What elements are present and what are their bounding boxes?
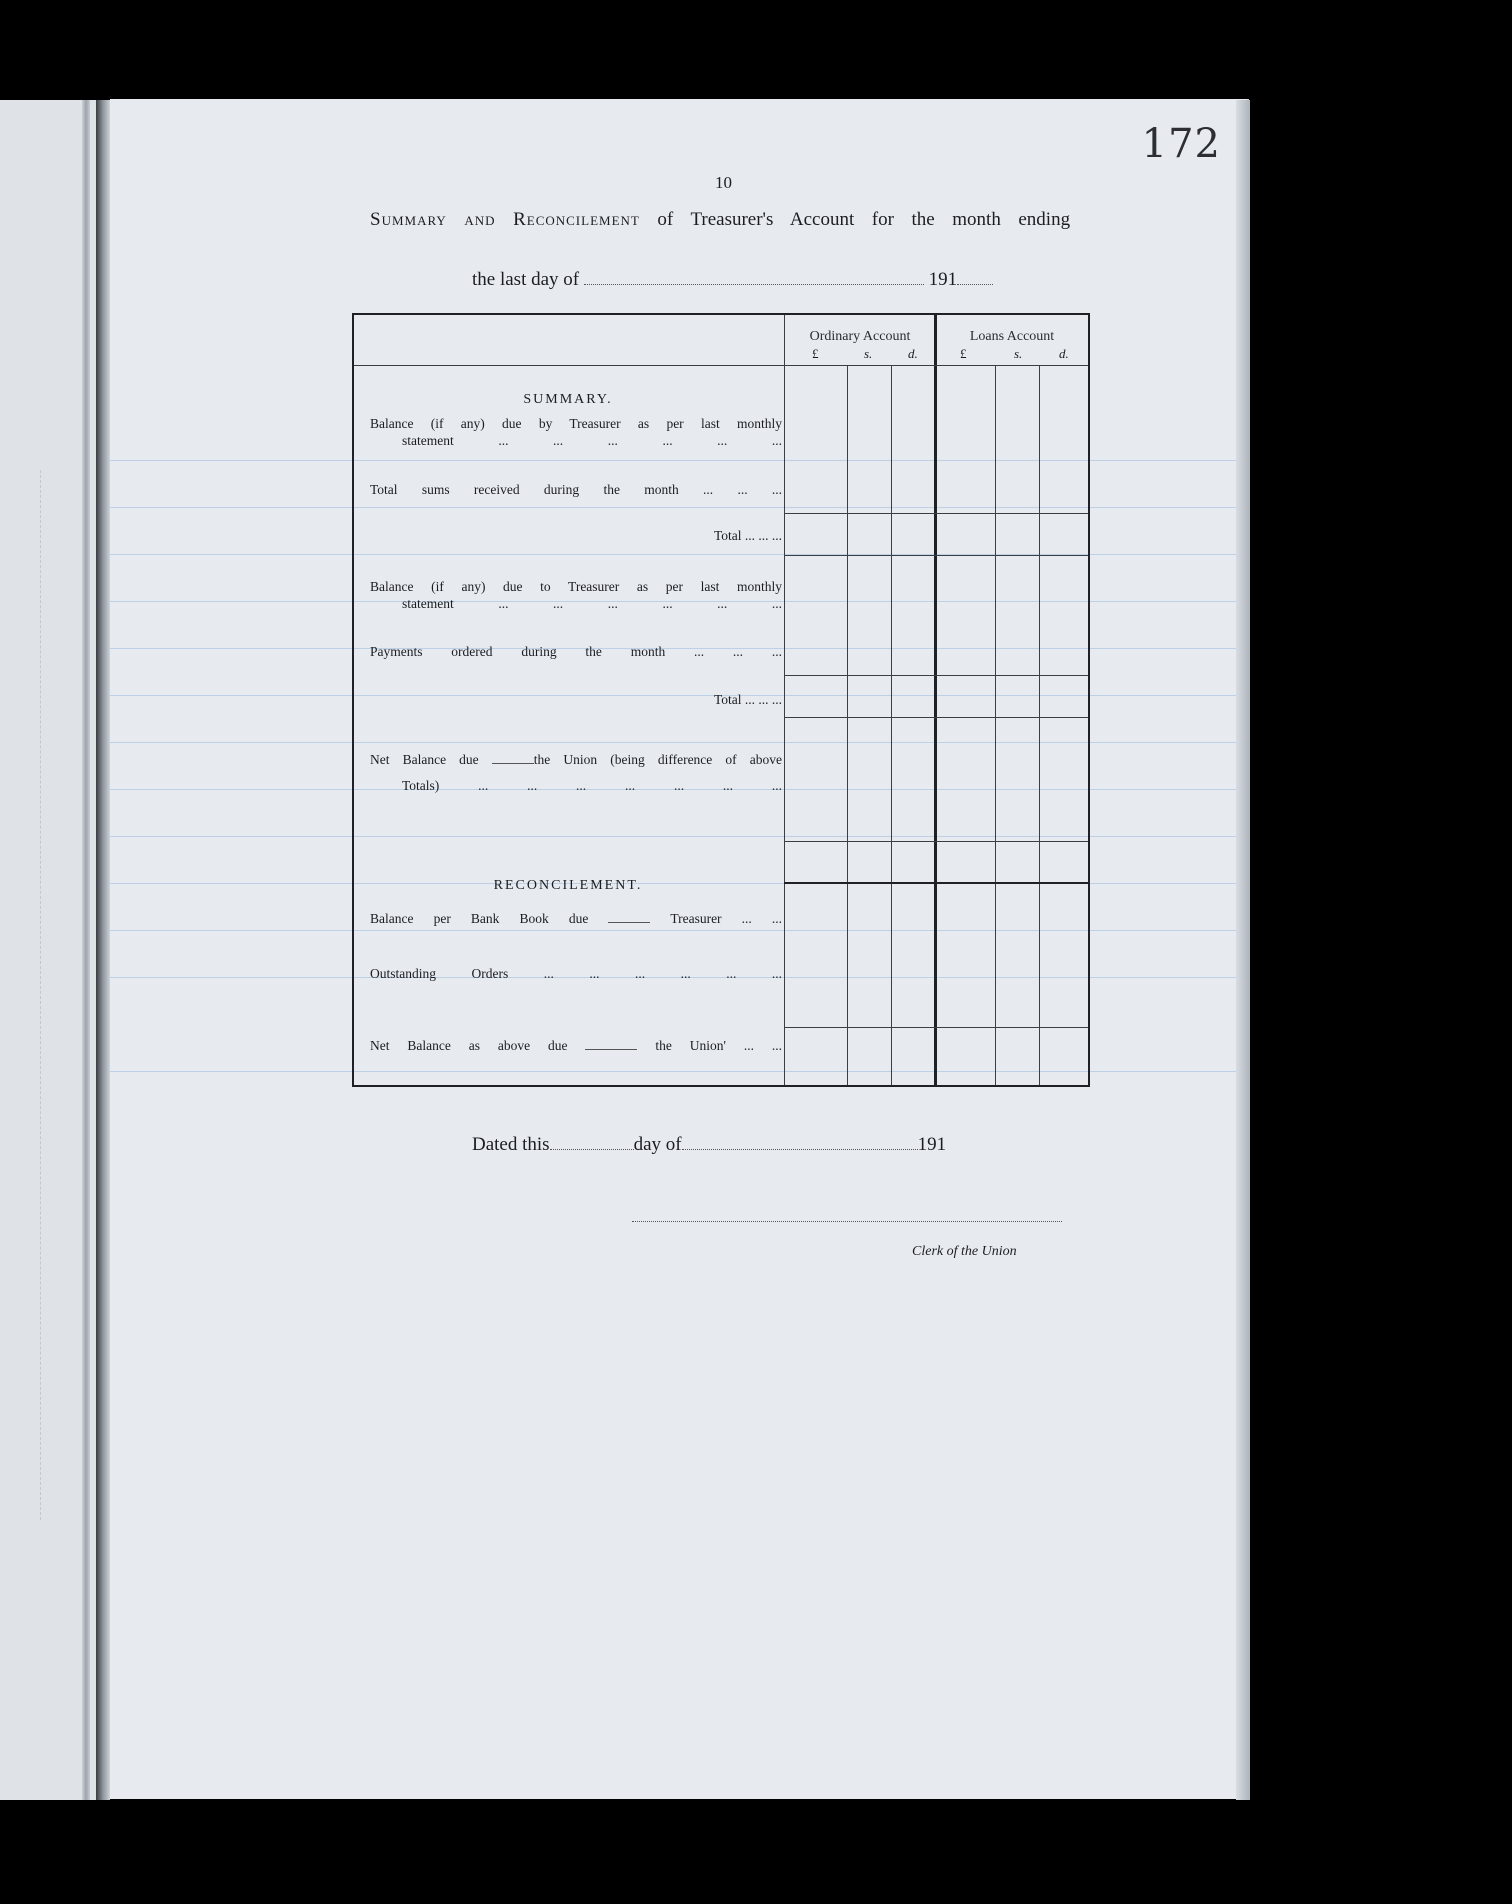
row-label: the Union (being difference of above: [533, 752, 782, 767]
page-crease: [82, 100, 90, 1800]
row-label: statement ... ... ... ... ... ...: [402, 433, 782, 448]
row-label: Totals) ... ... ... ... ... ... ...: [402, 778, 782, 793]
row-label: Total ... ... ...: [713, 528, 782, 543]
col-divider: [1039, 365, 1040, 1085]
ordinary-account-header: Ordinary Account: [809, 329, 911, 344]
date-blank-field[interactable]: [584, 284, 924, 285]
row-total-1: [370, 527, 782, 544]
date-year: 191: [928, 269, 958, 290]
blank-field[interactable]: [492, 763, 534, 764]
page-heading: [370, 209, 1070, 231]
total-rule: [784, 513, 1088, 514]
shillings-unit: s.: [864, 346, 873, 361]
row-label: Net Balance due: [370, 752, 479, 767]
col-divider: [891, 365, 892, 1085]
day-blank-field[interactable]: [550, 1149, 634, 1150]
col-divider: [995, 365, 996, 1085]
dated-mid: day of: [633, 1134, 682, 1155]
row-label: Outstanding Orders ... ... ... ... ... ...: [370, 966, 782, 981]
heading-word: Treasurer's: [690, 209, 774, 230]
blank-field[interactable]: [585, 1049, 637, 1050]
section-rule: [784, 882, 1088, 884]
heading-word: the: [911, 209, 935, 230]
signature-caption: Clerk of the Union: [912, 1244, 1017, 1259]
row-net-balance: [370, 751, 782, 794]
header-rule: [354, 365, 1088, 366]
heading-word: for: [871, 209, 894, 230]
row-label: Balance per Bank Book due: [370, 911, 589, 926]
row-bank-book-balance: [370, 910, 782, 927]
total-rule: [784, 1027, 1088, 1028]
heading-word: Summary: [370, 209, 447, 230]
row-label: Total sums received during the month ... ... ...: [370, 482, 782, 497]
signature-line[interactable]: [632, 1221, 1062, 1222]
row-label: statement ... ... ... ... ... ...: [402, 596, 782, 611]
page-edge: [1236, 100, 1250, 1800]
dated-line: [472, 1134, 946, 1156]
pence-unit: d.: [908, 346, 918, 361]
row-total-2: [370, 691, 782, 708]
reconcilement-title: RECONCILEMENT.: [493, 878, 643, 893]
blank-field[interactable]: [608, 922, 650, 923]
document-page: [110, 99, 1249, 1799]
heading-word: Account: [789, 209, 855, 230]
heading-word: ending: [1018, 209, 1071, 230]
folio-number: 172: [1141, 121, 1221, 167]
row-label: the Union' ... ...: [655, 1038, 783, 1053]
heading-word: of: [657, 209, 674, 230]
date-prefix: the last day of: [472, 269, 580, 290]
total-rule: [784, 555, 1088, 556]
pence-unit: d.: [1059, 346, 1069, 361]
row-label: Treasurer ... ...: [670, 911, 782, 926]
dated-prefix: Dated this: [472, 1134, 550, 1155]
stitching: [40, 470, 41, 1520]
row-total-received: [370, 481, 782, 498]
total-rule: [784, 717, 1088, 718]
row-outstanding-orders: [370, 965, 782, 982]
year-blank-field[interactable]: [957, 284, 993, 285]
loans-account-header: Loans Account: [969, 329, 1055, 344]
row-net-balance-above: [370, 1037, 782, 1054]
col-divider: [847, 365, 848, 1085]
facing-page: [0, 100, 97, 1800]
row-label: Net Balance as above due: [370, 1038, 568, 1053]
account-table: [352, 313, 1090, 1087]
row-label: Payments ordered during the month ... ... ...: [370, 644, 782, 659]
row-label: Total ... ... ...: [713, 692, 782, 707]
shillings-unit: s.: [1014, 346, 1023, 361]
row-balance-by-treasurer: [370, 415, 782, 449]
heading-word: month: [952, 209, 1001, 230]
row-balance-to-treasurer: [370, 578, 782, 612]
page-number: 10: [715, 173, 732, 192]
col-divider: [784, 315, 785, 1085]
total-rule: [784, 841, 1088, 842]
row-payments-ordered: [370, 643, 782, 660]
row-label: Balance (if any) due by Treasurer as per last monthly: [370, 416, 782, 431]
group-divider: [934, 315, 937, 1085]
summary-title: SUMMARY.: [523, 392, 613, 407]
pounds-unit: £: [812, 346, 819, 361]
row-label: Balance (if any) due to Treasurer as per last monthly: [370, 579, 782, 594]
heading-word: and: [464, 209, 496, 230]
total-rule: [784, 675, 1088, 676]
heading-word: Reconcilement: [513, 209, 640, 230]
month-blank-field[interactable]: [682, 1149, 918, 1150]
dated-year: 191: [917, 1134, 947, 1155]
pounds-unit: £: [960, 346, 967, 361]
binding-gutter: [96, 100, 110, 1800]
month-date-line: [472, 269, 993, 291]
